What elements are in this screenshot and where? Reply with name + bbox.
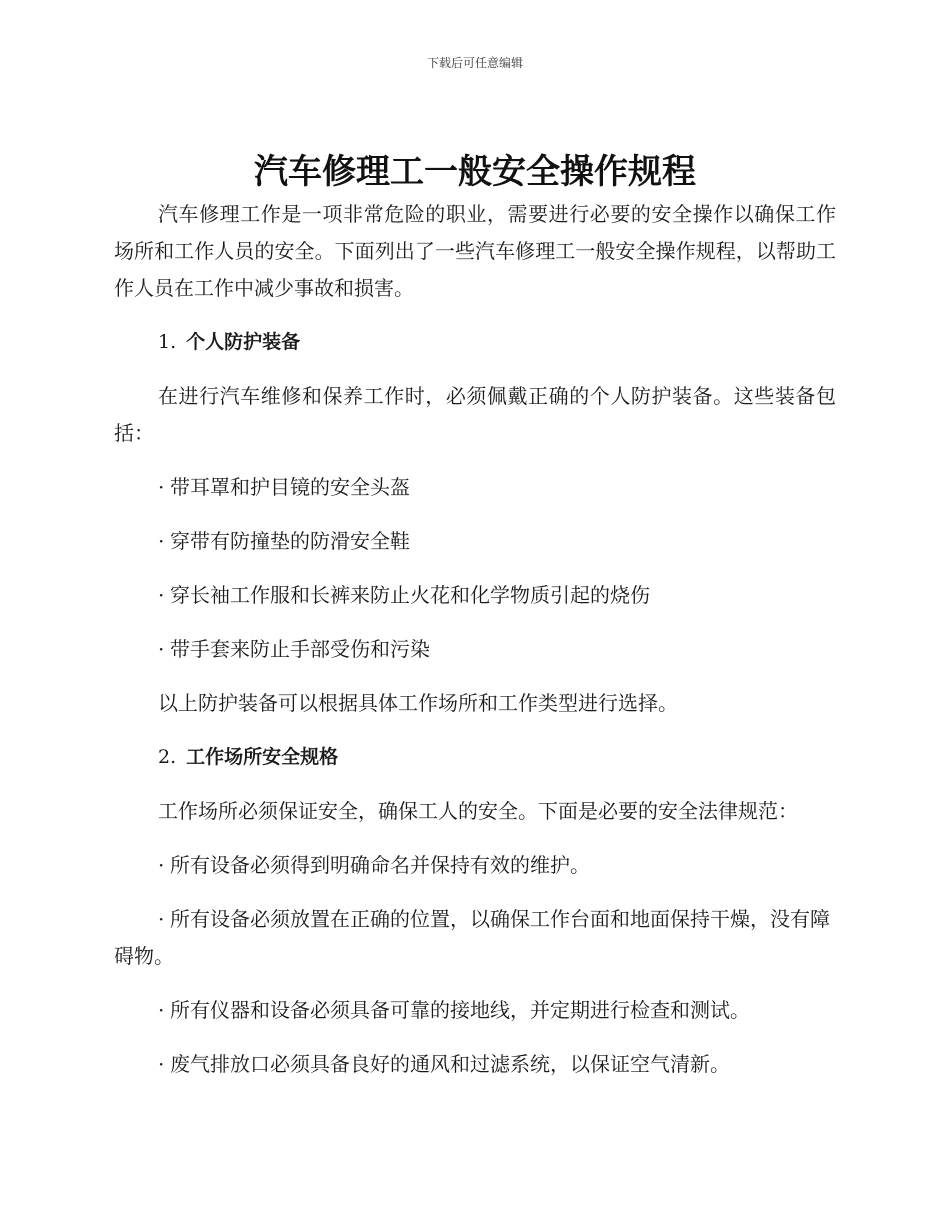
section-1-lead: 在进行汽车维修和保养工作时，必须佩戴正确的个人防护装备。这些装备包括：	[114, 384, 836, 445]
bullet-dot-icon: ·	[158, 475, 165, 499]
bullet-dot-icon: ·	[158, 1052, 165, 1076]
section-2-lead: 工作场所必须保证安全，确保工人的安全。下面是必要的安全法律规范：	[158, 799, 798, 823]
list-item-text: 穿带有防撞垫的防滑安全鞋	[170, 529, 410, 553]
list-item	[114, 577, 836, 614]
list-item	[114, 523, 836, 560]
list-item	[114, 901, 836, 975]
document-title: 汽车修理工一般安全操作规程	[254, 152, 696, 192]
bullet-dot-icon: ·	[158, 583, 165, 607]
header-note: 下载后可任意编辑	[426, 56, 523, 70]
section-2-heading	[114, 739, 836, 776]
bullet-dot-icon: ·	[158, 529, 165, 553]
bullet-dot-icon: ·	[158, 637, 165, 661]
list-item-text: 废气排放口必须具备良好的通风和过滤系统，以保证空气清新。	[170, 1052, 730, 1076]
list-item	[114, 1046, 836, 1083]
section-2-title: 工作场所安全规格	[186, 746, 339, 768]
bullet-dot-icon: ·	[158, 907, 165, 931]
list-item	[114, 631, 836, 668]
document-body	[114, 196, 836, 1083]
list-item-text: 带手套来防止手部受伤和污染	[170, 637, 430, 661]
list-item	[114, 847, 836, 884]
intro-paragraph: 汽车修理工作是一项非常危险的职业，需要进行必要的安全操作以确保工作场所和工作人员的安全。下面列出了一些汽车修理工一般安全操作规程，以帮助工作人员在工作中减少事故和损害。	[114, 202, 836, 300]
list-item	[114, 469, 836, 506]
list-item-text: 所有设备必须得到明确命名并保持有效的维护。	[170, 853, 590, 877]
section-2-number: 2.	[158, 746, 177, 768]
list-item-text: 所有仪器和设备必须具备可靠的接地线，并定期进行检查和测试。	[170, 998, 750, 1022]
list-item-text: 穿长袖工作服和长裤来防止火花和化学物质引起的烧伤	[170, 583, 650, 607]
list-item	[114, 992, 836, 1029]
bullet-dot-icon: ·	[158, 853, 165, 877]
section-1-title: 个人防护装备	[186, 331, 301, 353]
bullet-dot-icon: ·	[158, 998, 165, 1022]
list-item-text: 带耳罩和护目镜的安全头盔	[170, 475, 410, 499]
section-1-closing: 以上防护装备可以根据具体工作场所和工作类型进行选择。	[158, 691, 678, 715]
section-1-heading	[114, 324, 836, 361]
section-1-number: 1.	[158, 331, 177, 353]
list-item-text: 所有设备必须放置在正确的位置，以确保工作台面和地面保持干燥，没有障碍物。	[114, 907, 830, 968]
